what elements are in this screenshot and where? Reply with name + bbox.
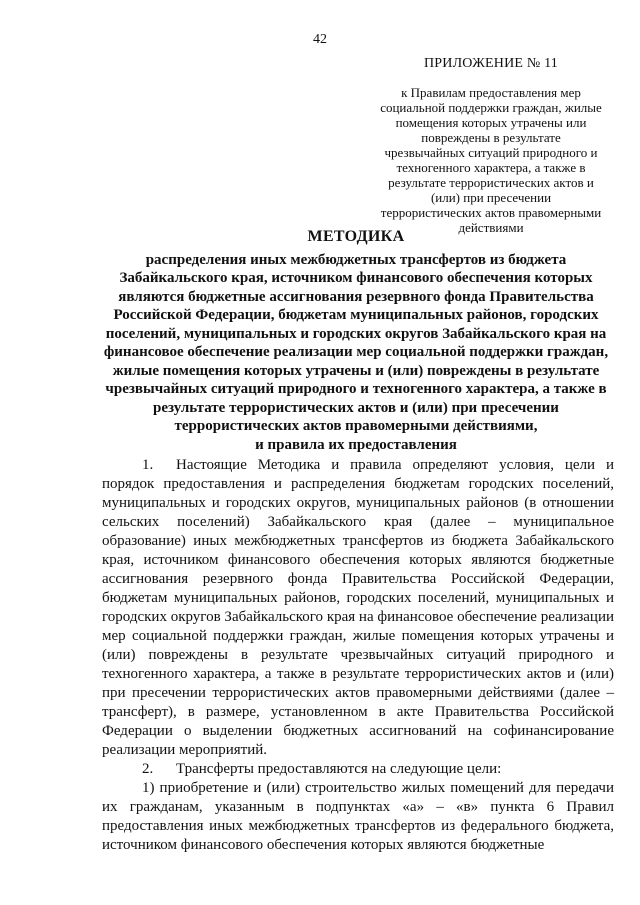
- appendix-block: [380, 56, 602, 235]
- paragraph-number: 2.: [142, 761, 154, 777]
- document-heading: [96, 228, 616, 454]
- paragraph-2: [102, 760, 614, 779]
- paragraph-text: 1) приобретение и (или) строительство жилых помещений для передачи их гражданам, указанным в подпунктах «а» – «в» пункта 6 Правил предоставления иных межбюджетных трансфертов из федерального бюджета, источником финансового обеспечения которых являются бюджетные: [102, 780, 614, 853]
- body-text: [102, 456, 614, 855]
- document-subtitle-tail: и правила их предоставления: [255, 436, 457, 453]
- appendix-subtitle: к Правилам предоставления мер социальной поддержки граждан, жилые помещения которых утрачены или повреждены в результате чрезвычайных ситуаций природного и техногенного характера, а также в результате террористических актов и (или) при пресечении террористических актов правомерными действиями: [380, 85, 602, 235]
- page-number: 42: [313, 32, 327, 47]
- paragraph-text: Настоящие Методика и правила определяют условия, цели и порядок предоставления и распределения бюджетам городских поселений, муниципальных и городских округов, муниципальных районов (в отношении сельских поселений) Забайкальского края (далее – муниципальное образование) иных межбюджетных трансфертов из бюджета Забайкальского края, источником финансового обеспечения которых являются бюджетные ассигнования резервного фонда Правительства Российской Федерации, бюджетам муниципальных районов, городских поселений, муниципальных и городских округов Забайкальского края на финансовое обеспечение реализации мер социальной поддержки граждан, жилые помещения которых утрачены и (или) повреждены в результате чрезвычайных ситуаций природного и техногенного характера, а также в результате террористических актов и (или) при пресечении террористических актов правомерными действиями (далее – трансферт), в размере, установленном в акте Правительства Российской Федерации о выделении бюджетных ассигнований на софинансирование реализации мероприятий.: [102, 457, 614, 758]
- paragraph-3: [102, 779, 614, 855]
- paragraph-text: Трансферты предоставляются на следующие цели:: [176, 761, 502, 777]
- document-title: МЕТОДИКА: [307, 228, 405, 245]
- document-subtitle: распределения иных межбюджетных трансфертов из бюджета Забайкальского края, источником финансового обеспечения которых являются бюджетные ассигнования резервного фонда Правительства Российской Федерации, бюджетам муниципальных районов, городских поселений, муниципальных и городских округов Забайкальского края на финансовое обеспечение реализации мер социальной поддержки граждан, жилые помещения которых утрачены и (или) повреждены в результате чрезвычайных ситуаций природного и техногенного характера, а также в результате террористических актов и (или) при пресечении террористических актов правомерными действиями,: [103, 251, 609, 434]
- paragraph-1: [102, 456, 614, 760]
- appendix-title: ПРИЛОЖЕНИЕ № 11: [424, 56, 558, 71]
- paragraph-number: 1.: [142, 457, 154, 473]
